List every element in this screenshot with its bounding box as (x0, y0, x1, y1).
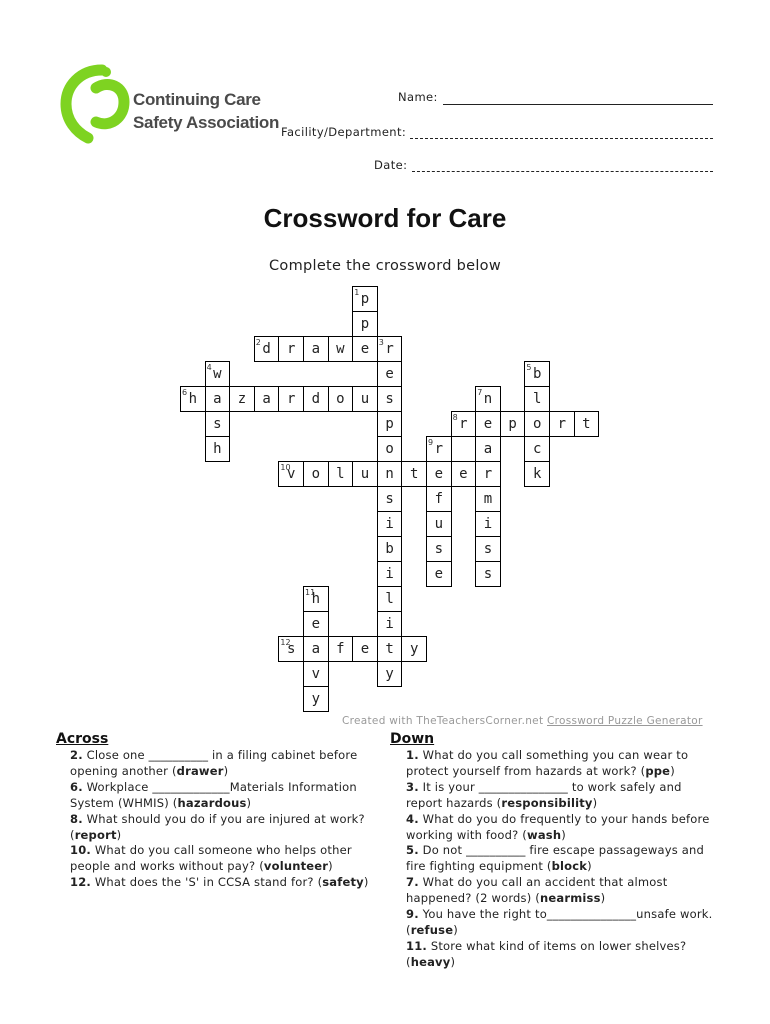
cell-letter: c (532, 441, 542, 457)
across-clue-list (70, 748, 382, 891)
cell-letter: a (213, 391, 222, 407)
cell-letter: d (311, 391, 321, 407)
crossword-cell[interactable] (328, 461, 354, 487)
crossword-cell[interactable] (377, 561, 403, 587)
crossword-cell[interactable] (475, 411, 501, 437)
crossword-cell[interactable] (426, 511, 452, 537)
crossword-cell[interactable] (328, 636, 354, 662)
crossword-cell[interactable] (377, 336, 403, 362)
cell-letter: f (336, 641, 345, 657)
crossword-cell[interactable] (254, 336, 280, 362)
cell-letter: t (582, 416, 591, 432)
clue-item: 5. Do not __________ fire escape passageways and fire fighting equipment (block) (406, 843, 705, 874)
crossword-cell[interactable] (303, 336, 329, 362)
cell-letter: a (311, 641, 321, 657)
crossword-cell[interactable] (475, 511, 501, 537)
crossword-cell[interactable] (426, 461, 452, 487)
cell-letter: l (532, 391, 542, 407)
cell-letter: a (311, 341, 321, 357)
cell-letter: l (336, 466, 345, 482)
cell-letter: r (459, 416, 468, 432)
crossword-cell[interactable] (352, 386, 378, 412)
cell-letter: e (483, 416, 493, 432)
clue-item: 8. What should you do if you are injured at work? (report) (70, 811, 365, 842)
clue-item: 2. Close one __________ in a filing cabinet before opening another (drawer) (70, 748, 358, 778)
cell-letter: r (557, 416, 567, 432)
cell-letter: b (385, 541, 394, 557)
clue-number: 12 (280, 638, 291, 647)
cell-letter: o (336, 391, 345, 407)
crossword-cell[interactable] (524, 436, 550, 462)
crossword-cell[interactable] (377, 361, 403, 387)
cell-letter: b (532, 366, 542, 382)
logo-wordmark: Continuing Care Safety Association (133, 90, 280, 132)
crossword-cell[interactable] (229, 386, 255, 412)
cell-letter: m (483, 491, 493, 507)
crossword-cell[interactable] (475, 536, 501, 562)
cell-letter: i (483, 516, 493, 532)
cell-letter: h (188, 391, 198, 407)
crossword-cell[interactable] (524, 386, 550, 412)
crossword-cell[interactable] (475, 436, 501, 462)
clue-number: 1 (354, 288, 360, 297)
cell-letter: h (311, 591, 321, 607)
crossword-cell[interactable] (254, 386, 280, 412)
down-heading: Down (390, 731, 435, 747)
cell-letter: u (360, 466, 370, 482)
cell-letter: f (434, 491, 444, 507)
crossword-cell[interactable] (401, 636, 427, 662)
clue-number: 9 (428, 438, 434, 447)
cell-letter: w (336, 341, 345, 357)
crossword-cell[interactable] (303, 461, 329, 487)
clue-number: 3 (378, 338, 384, 347)
crossword-cell[interactable] (426, 561, 452, 587)
crossword-cell[interactable] (475, 561, 501, 587)
cell-letter: e (459, 466, 468, 482)
crossword-cell[interactable] (475, 486, 501, 512)
crossword-cell[interactable] (377, 661, 403, 687)
crossword-cell[interactable] (377, 411, 403, 437)
crossword-cell[interactable] (278, 336, 304, 362)
crossword-cell[interactable] (352, 286, 378, 312)
cell-letter: e (360, 341, 370, 357)
clue-item: 11. Store what kind of items on lower shelves? (heavy) (406, 938, 687, 969)
crossword-cell[interactable] (451, 461, 477, 487)
crossword-cell[interactable] (205, 411, 231, 437)
crossword-cell[interactable] (352, 311, 378, 337)
crossword-cell[interactable] (205, 436, 231, 462)
cell-letter: s (483, 566, 493, 582)
cell-letter: w (213, 366, 222, 382)
page-title: Crossword for Care (263, 203, 507, 233)
date-label: Date: (374, 158, 408, 172)
clue-number: 7 (477, 388, 483, 397)
cell-letter: e (385, 366, 394, 382)
clue-number: 6 (182, 388, 188, 397)
cell-letter: r (385, 341, 394, 357)
crossword-cell[interactable] (303, 611, 329, 637)
crossword-cell[interactable] (524, 361, 550, 387)
cell-letter: o (532, 416, 542, 432)
crossword-cell[interactable] (451, 411, 477, 437)
credit-line (342, 715, 703, 727)
clue-item: 9. You have the right to_______________unsafe work. (refuse) (406, 907, 713, 937)
cell-letter: i (385, 616, 394, 632)
cell-letter: o (311, 466, 321, 482)
crossword-cell[interactable] (524, 411, 550, 437)
cell-letter: s (385, 491, 394, 507)
crossword-cell[interactable] (352, 336, 378, 362)
clue-item: 10. What do you call someone who helps other people and works without pay? (volunteer) (70, 843, 352, 874)
cell-letter: n (483, 391, 493, 407)
crossword-cell[interactable] (377, 461, 403, 487)
cell-letter: i (385, 566, 394, 582)
crossword-cell[interactable] (475, 461, 501, 487)
clue-number: 4 (206, 363, 212, 372)
credit-prefix: Created with TheTeachersCorner.net (342, 715, 547, 727)
crossword-cell[interactable] (278, 461, 304, 487)
crossword-cell[interactable] (205, 386, 231, 412)
cell-letter: h (213, 441, 222, 457)
cell-letter: i (385, 516, 394, 532)
cell-letter: e (360, 641, 370, 657)
cell-letter: r (483, 466, 493, 482)
clue-item: 7. What do you call an accident that almost happened? (2 words) (nearmiss) (406, 875, 668, 906)
cell-letter: t (409, 466, 419, 482)
clue-number: 5 (526, 363, 532, 372)
crossword-cell[interactable] (377, 511, 403, 537)
cell-letter: u (360, 391, 370, 407)
cell-letter: p (360, 291, 370, 307)
crossword-cell[interactable] (549, 411, 575, 437)
cell-letter: s (434, 541, 444, 557)
crossword-cell[interactable] (303, 661, 329, 687)
cell-letter: a (262, 391, 271, 407)
crossword-cell[interactable] (328, 386, 354, 412)
cell-letter: l (385, 591, 394, 607)
crossword-cell[interactable] (426, 486, 452, 512)
crossword-cell[interactable] (377, 611, 403, 637)
cell-letter: s (286, 641, 296, 657)
clue-number: 2 (255, 338, 261, 347)
cell-letter: y (409, 641, 419, 657)
crossword-cell[interactable] (377, 536, 403, 562)
crossword-cell[interactable] (303, 686, 329, 712)
cell-letter: s (483, 541, 493, 557)
crossword-cell[interactable] (377, 636, 403, 662)
cell-letter: y (385, 666, 394, 682)
cell-letter: z (237, 391, 247, 407)
crossword-cell[interactable] (303, 386, 329, 412)
cell-letter: e (311, 616, 321, 632)
cell-letter: p (385, 416, 394, 432)
cell-letter: r (286, 391, 296, 407)
crossword-cell[interactable] (303, 586, 329, 612)
crossword-cell[interactable] (377, 386, 403, 412)
cell-letter: v (311, 666, 321, 682)
cell-letter: r (286, 341, 296, 357)
cell-letter: e (434, 466, 444, 482)
crossword-cell[interactable] (500, 411, 526, 437)
crossword-cell[interactable] (401, 461, 427, 487)
crossword-cell[interactable] (352, 461, 378, 487)
generator-link[interactable]: Crossword Puzzle Generator (547, 715, 703, 727)
cell-letter: v (286, 466, 296, 482)
crossword-cell[interactable] (328, 336, 354, 362)
facility-label: Facility/Department: (281, 125, 407, 139)
clue-item: 1. What do you call something you can wear to protect yourself from hazards at work? (ppe) (406, 748, 689, 778)
clue-item: 3. It is your _______________ to work safely and report hazards (responsibility) (406, 779, 682, 810)
page-subtitle: Complete the crossword below (268, 258, 502, 274)
crossword-cell[interactable] (303, 636, 329, 662)
crossword-cell[interactable] (574, 411, 600, 437)
cell-letter: d (262, 341, 271, 357)
cell-letter: s (213, 416, 222, 432)
cell-letter: t (385, 641, 394, 657)
cell-letter: p (360, 316, 370, 332)
cell-letter: u (434, 516, 444, 532)
cell-letter: n (385, 466, 394, 482)
clue-number: 8 (452, 413, 458, 422)
crossword-cell[interactable] (352, 636, 378, 662)
clue-number: 11 (305, 588, 316, 597)
cell-letter: o (385, 441, 394, 457)
crossword-cell[interactable] (377, 486, 403, 512)
cell-letter: a (483, 441, 493, 457)
clue-item: 4. What do you do frequently to your hands before working with food? (wash) (406, 811, 710, 842)
across-heading: Across (56, 731, 109, 747)
clue-item: 6. Workplace _____________Materials Information System (WHMIS) (hazardous) (70, 779, 357, 810)
crossword-cell[interactable] (475, 386, 501, 412)
cell-letter: y (311, 691, 321, 707)
name-label: Name: (398, 90, 438, 104)
clue-number: 10 (280, 463, 291, 472)
crossword-cell[interactable] (426, 536, 452, 562)
crossword-cell[interactable] (180, 386, 206, 412)
cell-letter: r (434, 441, 444, 457)
cell-letter: e (434, 566, 444, 582)
down-clue-list (406, 748, 718, 971)
crossword-cell[interactable] (205, 361, 231, 387)
crossword-cell[interactable] (377, 436, 403, 462)
cell-letter: p (508, 416, 517, 432)
clue-item: 12. What does the 'S' in CCSA stand for? (safety) (70, 875, 369, 890)
crossword-cell[interactable] (278, 386, 304, 412)
crossword-cell[interactable] (377, 586, 403, 612)
crossword-cell[interactable] (524, 461, 550, 487)
crossword-cell[interactable] (278, 636, 304, 662)
cell-letter: k (532, 466, 542, 482)
cell-letter: s (385, 391, 394, 407)
crossword-cell[interactable] (426, 436, 452, 462)
